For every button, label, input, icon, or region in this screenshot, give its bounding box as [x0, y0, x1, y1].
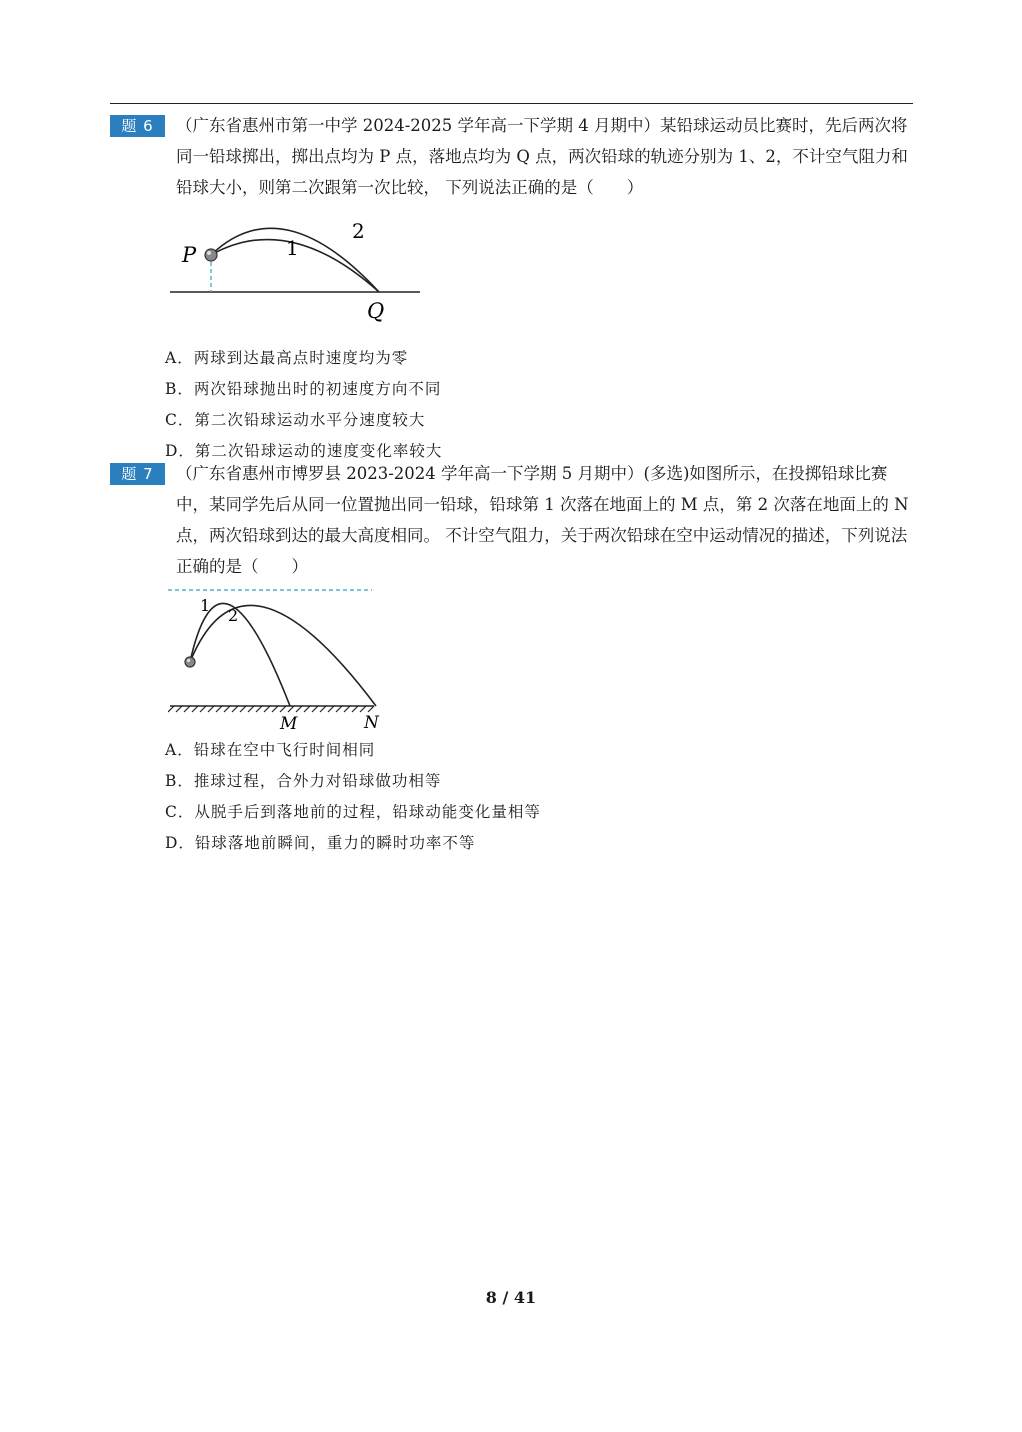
page-number: 8 / 41 — [485, 1288, 537, 1307]
label-trajectory-1: 1 — [286, 236, 299, 260]
label-m: M — [280, 714, 298, 734]
ground-hatching — [168, 706, 374, 712]
trajectory-2 — [190, 605, 376, 706]
shot-ball-icon — [185, 657, 195, 667]
label-n: N — [364, 713, 379, 733]
question-7-badge: 题 7 — [110, 463, 165, 485]
label-p: P — [182, 243, 197, 267]
question-7-options — [110, 735, 915, 859]
question-7-figure — [168, 588, 388, 740]
option-a: A．铅球在空中飞行时间相同 — [165, 741, 376, 759]
top-rule — [110, 103, 913, 104]
option-a: A．两球到达最高点时速度均为零 — [165, 349, 409, 367]
question-6-figure — [166, 215, 426, 343]
option-c: C．从脱手后到落地前的过程，铅球动能变化量相等 — [165, 803, 541, 821]
label-q: Q — [367, 299, 385, 323]
option-c: C．第二次铅球运动水平分速度较大 — [165, 411, 426, 429]
question-6 — [110, 110, 915, 467]
trajectory-diagram-6 — [166, 215, 426, 343]
question-7 — [110, 458, 915, 859]
ball-highlight — [187, 659, 190, 662]
question-6-stem: （广东省惠州市第一中学 2024-2025 学年高一下学期 4 月期中）某铅球运动员比赛时，先后两次将同一铅球掷出，掷出点均为 P 点，落地点均为 Q 点，两次铅球的轨迹分别为 1、2，不计空气阻力和铅球大小，则第二次跟第一次比较， 下列说法正确的是（ ） — [176, 116, 908, 197]
option-b: B．两次铅球抛出时的初速度方向不同 — [165, 380, 442, 398]
label-trajectory-2: 2 — [352, 219, 365, 243]
option-b: B．推球过程，合外力对铅球做功相等 — [165, 772, 442, 790]
label-trajectory-2: 2 — [228, 606, 239, 625]
question-7-header — [110, 458, 915, 582]
trajectory-1 — [190, 603, 290, 706]
option-d: D．铅球落地前瞬间，重力的瞬时功率不等 — [165, 834, 476, 852]
question-7-stem: （广东省惠州市博罗县 2023-2024 学年高一下学期 5 月期中）(多选)如图所示，在投掷铅球比赛中，某同学先后从同一位置抛出同一铅球，铅球第 1 次落在地面上的 M 点，第 2 次落在地面上的 N 点，两次铅球到达的最大高度相同。 不计空气阻力，关于两次铅球在空中运动情况的描述，下列说法正确的是（ ） — [176, 464, 909, 576]
trajectory-diagram-7 — [168, 588, 388, 740]
question-6-header — [110, 110, 915, 203]
shot-ball-icon — [205, 249, 217, 261]
option-d: D．第二次铅球运动的速度变化率较大 — [165, 442, 443, 460]
ball-highlight — [207, 251, 211, 255]
label-trajectory-1: 1 — [200, 596, 211, 615]
question-6-badge: 题 6 — [110, 115, 165, 137]
question-6-options — [110, 343, 915, 467]
